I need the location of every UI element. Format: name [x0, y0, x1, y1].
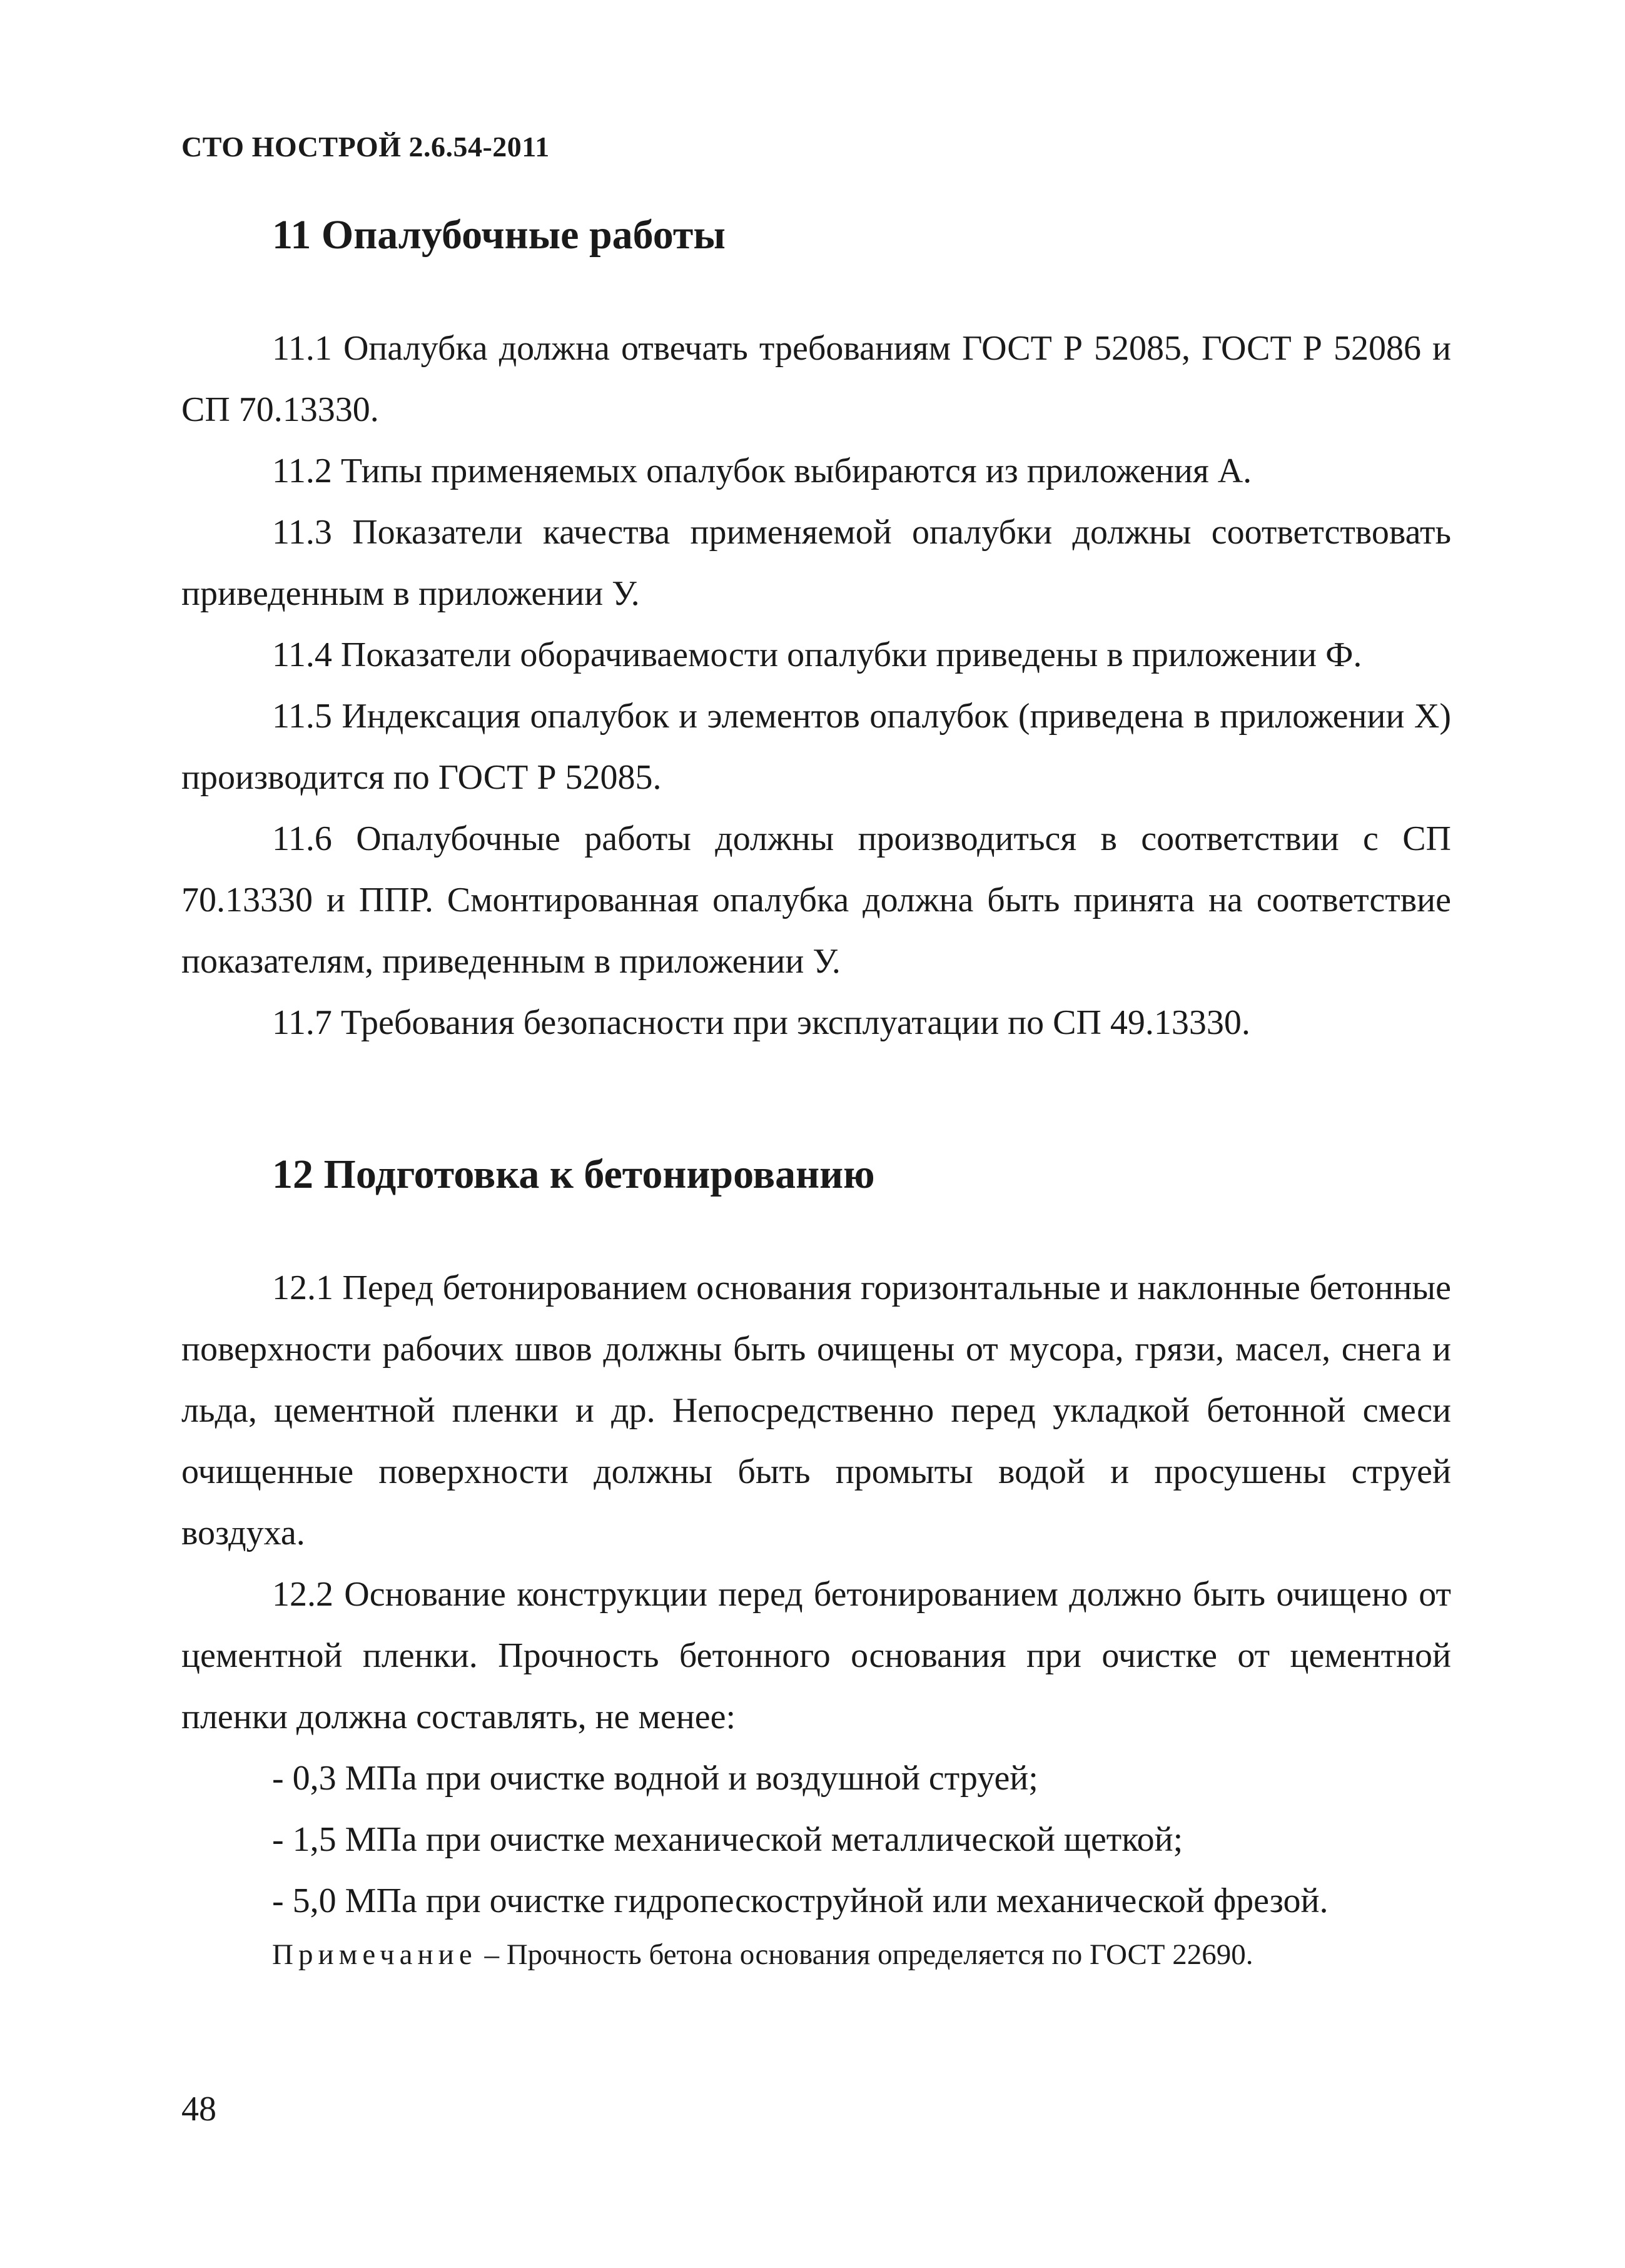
paragraph-11-5: 11.5 Индексация опалубок и элементов опалубок (приведена в приложении Х) производится по ГОСТ Р 52085. — [181, 697, 1451, 797]
paragraph-11-7: 11.7 Требования безопасности при эксплуатации по СП 49.13330. — [272, 1003, 1250, 1042]
page-number: 48 — [181, 2090, 216, 2129]
paragraph-11-4: 11.4 Показатели оборачиваемости опалубки приведены в приложении Ф. — [272, 635, 1362, 674]
list-item: - 1,5 МПа при очистке механической металлической щеткой; — [272, 1820, 1183, 1859]
paragraph-12-2: 12.2 Основание конструкции перед бетонированием должно быть очищено от цементной пленки. Прочность бетонного основания при очистке от цементной пленки должна составлять, не менее: — [181, 1575, 1451, 1736]
note-text: – Прочность бетона основания определяется по ГОСТ 22690. — [484, 1938, 1253, 1971]
paragraph-11-6: 11.6 Опалубочные работы должны производиться в соответствии с СП 70.13330 и ППР. Смонтированная опалубка должна быть принята на соответствие показателям, приведенным в приложении У. — [181, 819, 1451, 981]
paragraph-11-3: 11.3 Показатели качества применяемой опалубки должны соответствовать приведенным в приложении У. — [181, 513, 1451, 613]
paragraph-11-2: 11.2 Типы применяемых опалубок выбираются из приложения А. — [272, 452, 1252, 490]
paragraph-12-1: 12.1 Перед бетонированием основания горизонтальные и наклонные бетонные поверхности рабочих швов должны быть очищены от мусора, грязи, масел, снега и льда, цементной пленки и др. Непосредственно перед укладкой бетонной смеси очищенные поверхности должны быть промыты водой и просушены струей воздуха. — [181, 1268, 1451, 1552]
document-header: СТО НОСТРОЙ 2.6.54-2011 — [181, 131, 550, 163]
note-label: Примечание — [272, 1938, 477, 1971]
section-12-title: 12 Подготовка к бетонированию — [272, 1152, 875, 1197]
list-item: - 0,3 МПа при очистке водной и воздушной струей; — [272, 1759, 1038, 1798]
section-11-title: 11 Опалубочные работы — [272, 212, 726, 258]
paragraph-11-1: 11.1 Опалубка должна отвечать требованиям ГОСТ Р 52085, ГОСТ Р 52086 и СП 70.13330. — [181, 329, 1451, 429]
list-item: - 5,0 МПа при очистке гидропескоструйной или механической фрезой. — [272, 1881, 1329, 1920]
note — [272, 1938, 1253, 1972]
